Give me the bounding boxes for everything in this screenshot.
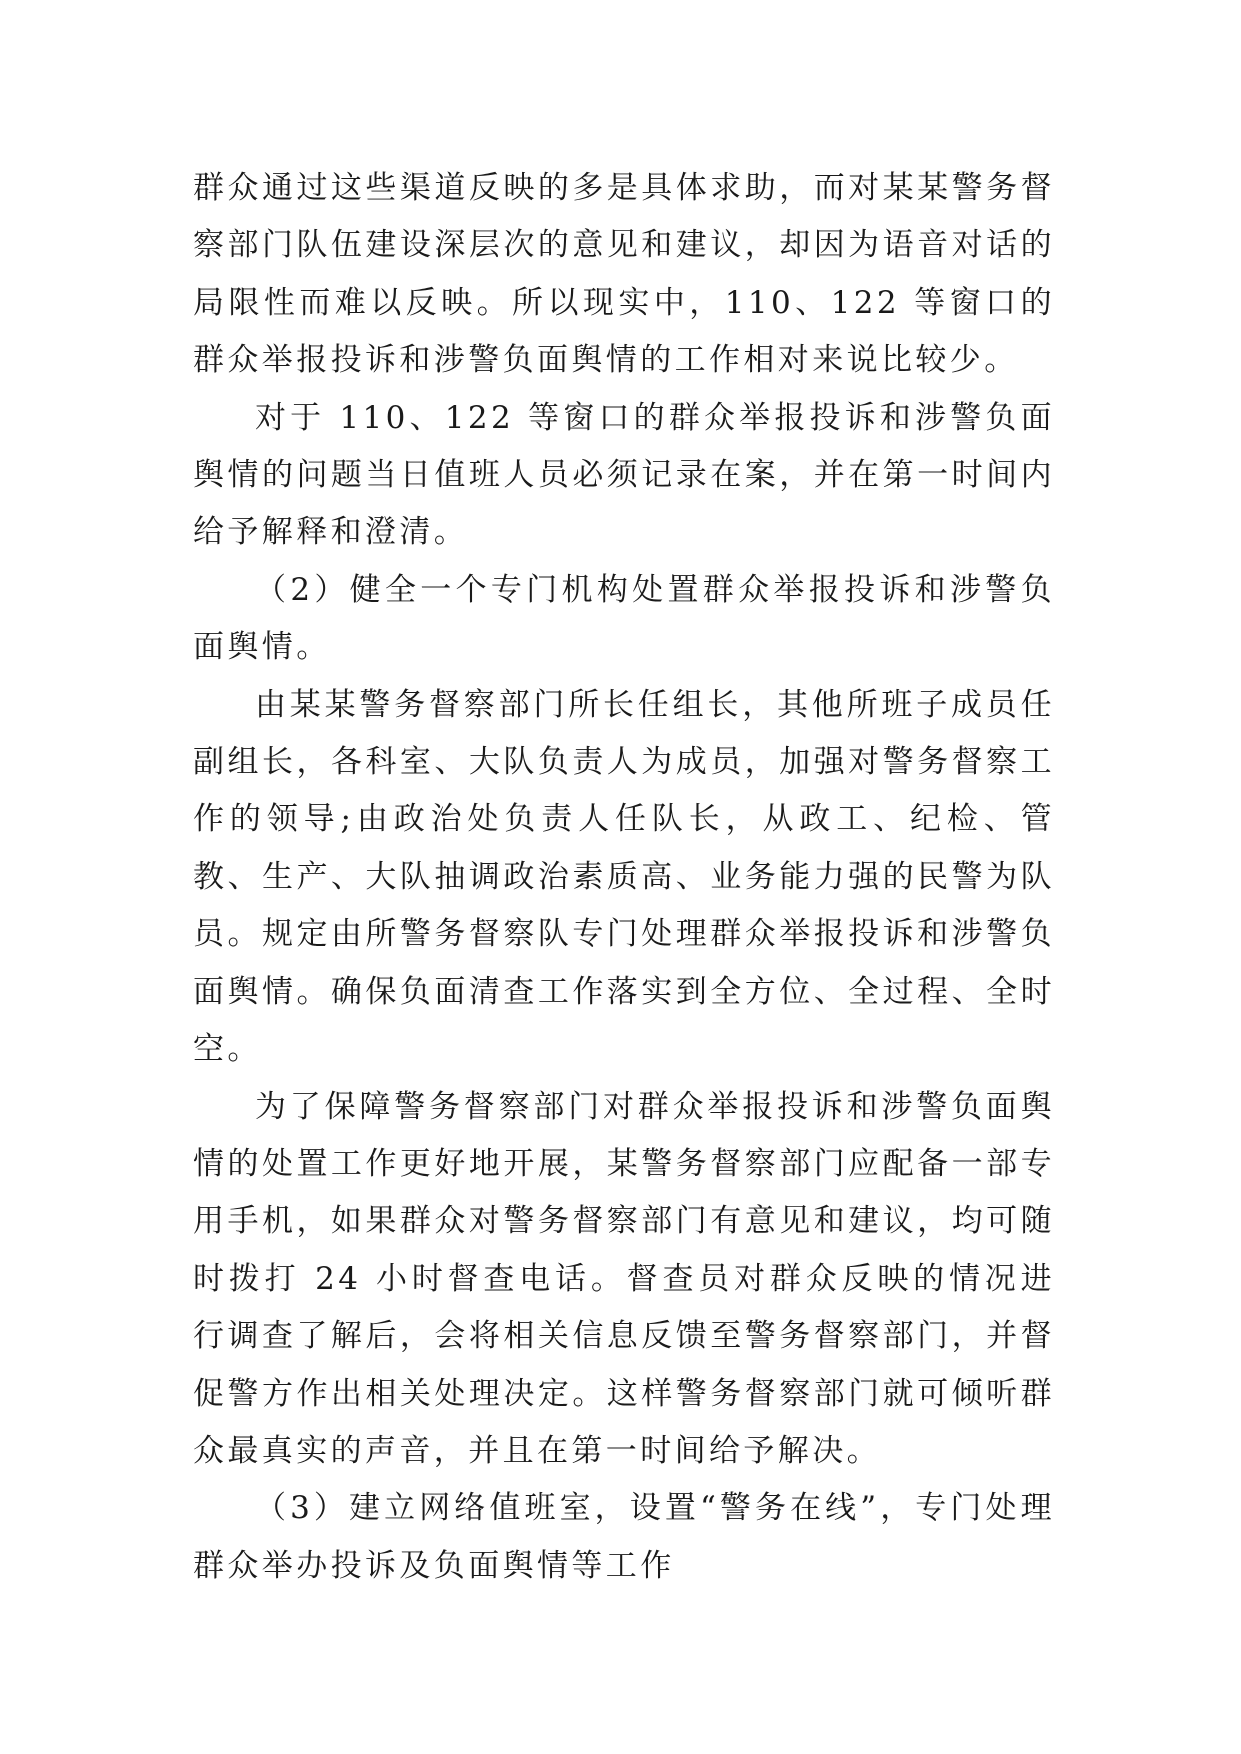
document-body bbox=[193, 160, 1055, 1595]
section-heading-2: （2）健全一个专门机构处置群众举报投诉和涉警负面舆情。 bbox=[193, 571, 1055, 666]
paragraph-organization: 由某某警务督察部门所长任组长，其他所班子成员任副组长，各科室、大队负责人为成员，加强对警务督察工作的领导;由政治处负责人任队长，从政工、纪检、管教、生产、大队抽调政治素质高、业务能力强的民警为队员。规定由所警务督察队专门处理群众举报投诉和涉警负面舆情。确保负面清查工作落实到全方位、全过程、全时空。 bbox=[193, 686, 1055, 1068]
paragraph-window-handling: 对于 110、122 等窗口的群众举报投诉和涉警负面舆情的问题当日值班人员必须记录在案，并在第一时间内给予解释和澄清。 bbox=[193, 399, 1055, 551]
section-heading-3: （3）建立网络值班室，设置“警务在线”，专门处理群众举办投诉及负面舆情等工作 bbox=[193, 1490, 1055, 1584]
paragraph-continuation: 群众通过这些渠道反映的多是具体求助，而对某某警务督察部门队伍建设深层次的意见和建议，却因为语音对话的局限性而难以反映。所以现实中，110、122 等窗口的群众举报投诉和涉警负面舆情的工作相对来说比较少。 bbox=[193, 170, 1055, 379]
paragraph-hotline: 为了保障警务督察部门对群众举报投诉和涉警负面舆情的处置工作更好地开展，某警务督察部门应配备一部专用手机，如果群众对警务督察部门有意见和建议，均可随时拨打 24 小时督查电话。督查员对群众反映的情况进行调查了解后，会将相关信息反馈至警务督察部门，并督促警方作出相关处理决定。这样警务督察部门就可倾听群众最真实的声音，并且在第一时间给予解决。 bbox=[193, 1088, 1055, 1469]
